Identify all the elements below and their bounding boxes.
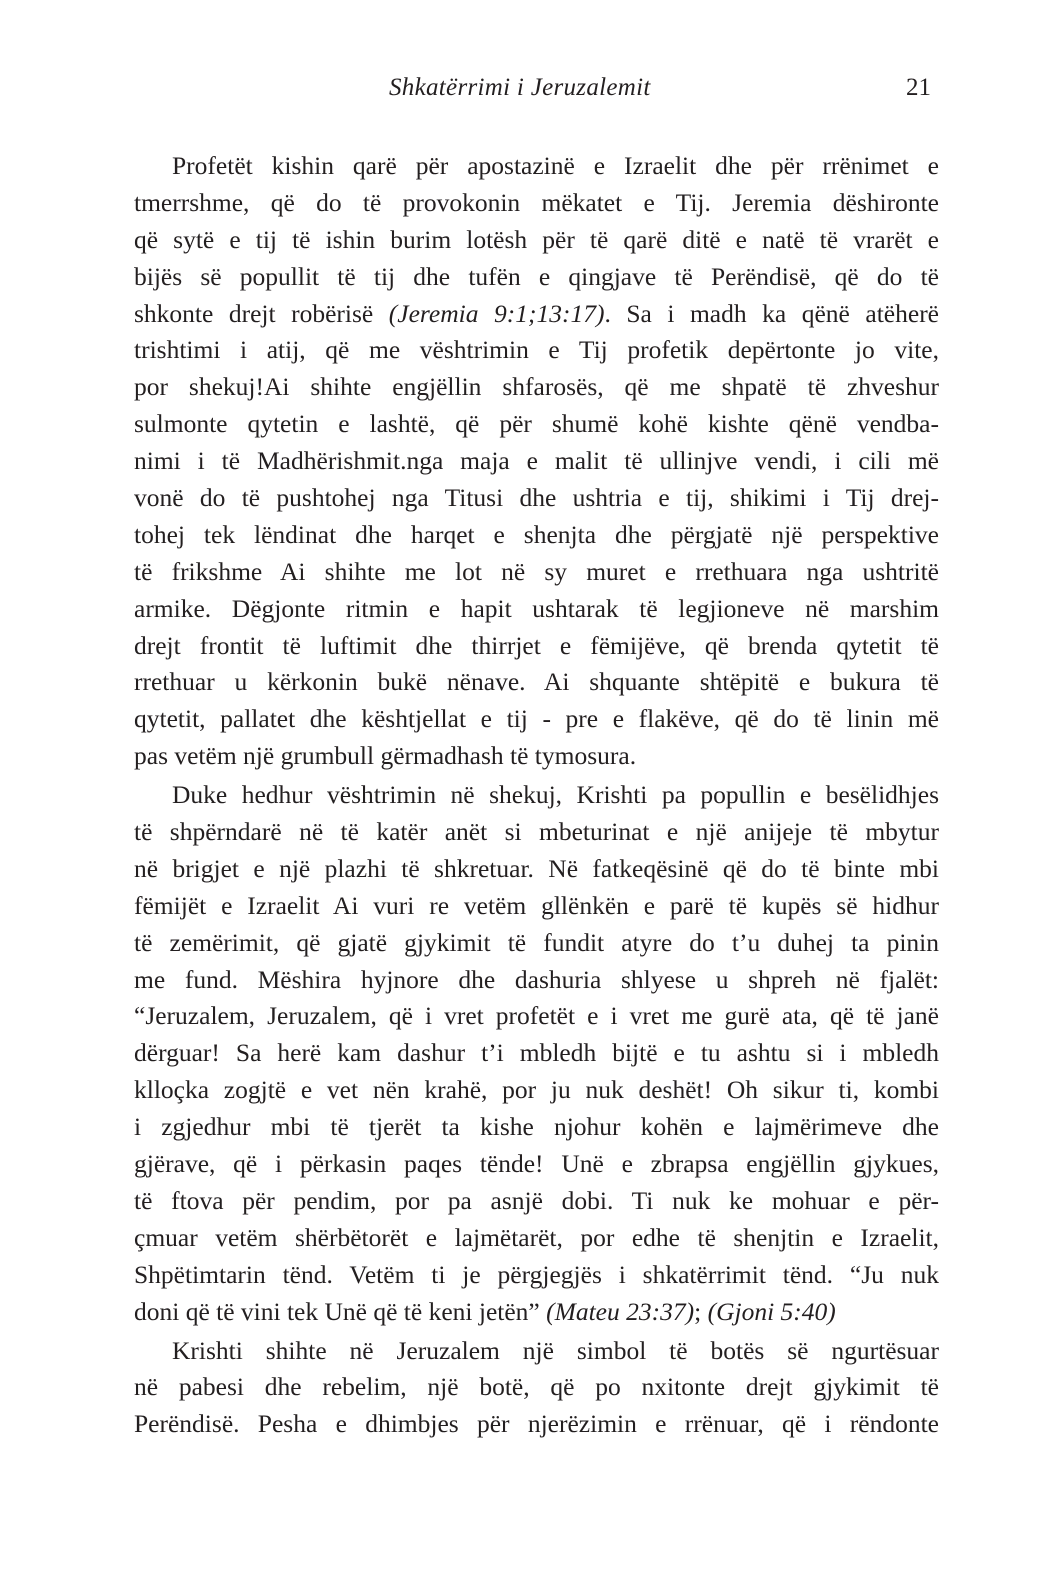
text-segment: doni që të vini tek Unë që të keni jetën” xyxy=(134,1296,547,1326)
text-line xyxy=(134,1146,939,1183)
paragraph xyxy=(134,777,939,1330)
running-title: Shkatërrimi i Jeruzalemit xyxy=(389,74,651,101)
text-segment: klloçka zogjtë e vet nën krahë, por ju nuk deshët! Oh sikur ti, kombi xyxy=(134,1075,939,1105)
text-segment: Shpëtimtarin tënd. Vetëm ti je përgjegjës i shkatërrimit tënd. “Ju nuk xyxy=(134,1259,939,1289)
text-line xyxy=(134,259,939,296)
text-segment: tohej tek lëndinat dhe harqet e shenjta dhe përgjatë një perspektive xyxy=(134,519,939,549)
text-segment: rrethuar u kërkonin bukë nënave. Ai shquante shtëpitë e bukura të xyxy=(134,667,939,697)
paragraph xyxy=(134,1333,939,1444)
text-line xyxy=(134,628,939,665)
text-segment: trishtimi i atij, që me vështrimin e Tij profetik depërtonte jo vite, xyxy=(134,335,939,365)
text-line xyxy=(134,1035,939,1072)
text-line xyxy=(134,517,939,554)
text-segment: Profetët kishin qarë për apostazinë e Izraelit dhe për rrënimet e xyxy=(172,151,939,180)
text-line xyxy=(134,777,939,814)
text-line xyxy=(134,1220,939,1257)
text-line xyxy=(134,1406,939,1443)
text-segment: në brigjet e një plazhi të shkretuar. Në fatkeqësinë që do të binte mbi xyxy=(134,853,939,883)
text-line xyxy=(134,814,939,851)
text-segment: bijës së popullit të tij dhe tufën e qingjave të Perëndisë, që do të xyxy=(134,261,939,291)
running-header xyxy=(0,68,1063,108)
text-line xyxy=(134,443,939,480)
text-segment: që sytë e tij të ishin burim lotësh për të qarë ditë e natë të vrarët e xyxy=(134,224,939,254)
text-line xyxy=(134,1294,939,1331)
text-line xyxy=(134,480,939,517)
text-segment: gjërave, që i përkasin paqes tënde! Unë e zbrapsa engjëllin gjykues, xyxy=(134,1149,939,1179)
text-segment: me fund. Mëshira hyjnore dhe dashuria shlyese u shpreh në fjalët: xyxy=(134,964,939,994)
text-segment: drejt frontit të luftimit dhe thirrjet e fëmijëve, që brenda qytetit të xyxy=(134,630,939,660)
text-line xyxy=(134,222,939,259)
text-segment: të ftova për pendim, por pa asnjë dobi. Ti nuk ke mohuar e për- xyxy=(134,1185,939,1215)
text-segment: vonë do të pushtohej nga Titusi dhe ushtria e tij, shikimi i Tij drej- xyxy=(134,483,939,513)
paragraph xyxy=(134,148,939,775)
text-segment: çmuar vetëm shërbëtorët e lajmëtarët, por edhe të shenjtin e Izraelit, xyxy=(134,1222,939,1252)
text-segment: shkonte drejt robërisë xyxy=(134,298,389,328)
text-line xyxy=(134,591,939,628)
text-segment: . Sa i madh ka qënë atëherë xyxy=(604,298,939,328)
text-segment: “Jeruzalem, Jeruzalem, që i vret profetët e i vret me gurë ata, që të janë xyxy=(134,1001,939,1031)
text-segment: i zgjedhur mbi të tjerët ta kishe njohur kohën e lajmërimeve dhe xyxy=(134,1112,939,1142)
text-segment: qytetit, pallatet dhe kështjellat e tij - pre e flakëve, që do të linin më xyxy=(134,704,939,734)
text-line xyxy=(134,185,939,222)
scripture-reference: (Gjoni 5:40) xyxy=(707,1296,836,1326)
text-segment: të frikshme Ai shihte me lot në sy muret e rrethuara nga ushtritë xyxy=(134,556,939,586)
text-line xyxy=(134,296,939,333)
text-line xyxy=(134,332,939,369)
text-line xyxy=(134,1333,939,1370)
text-segment: në pabesi dhe rebelim, një botë, që po nxitonte drejt gjykimit të xyxy=(134,1372,939,1402)
text-line xyxy=(134,664,939,701)
text-segment: nimi i të Madhërishmit.nga maja e malit të ullinjve vendi, i cili më xyxy=(134,446,939,476)
text-line xyxy=(134,701,939,738)
text-line xyxy=(134,1072,939,1109)
body-text xyxy=(134,148,939,1443)
scripture-reference: (Mateu 23:37) xyxy=(546,1296,695,1326)
text-line xyxy=(134,888,939,925)
text-segment: të zemërimit, që gjatë gjykimit të fundit atyre do t’u duhej ta pinin xyxy=(134,927,939,957)
scripture-reference: (Jeremia 9:1;13:17) xyxy=(388,298,605,328)
text-segment: dërguar! Sa herë kam dashur t’i mbledh bijtë e tu ashtu si i mbledh xyxy=(134,1038,939,1068)
text-line xyxy=(134,962,939,999)
text-segment: të shpërndarë në të katër anët si mbeturinat e një anijeje të mbytur xyxy=(134,817,939,847)
text-line xyxy=(134,925,939,962)
text-segment: Duke hedhur vështrimin në shekuj, Krishti pa popullin e besëlidhjes xyxy=(172,780,939,810)
text-line xyxy=(134,1257,939,1294)
text-line xyxy=(134,1369,939,1406)
text-segment: armike. Dëgjonte ritmin e hapit ushtarak të legjioneve në marshim xyxy=(134,593,939,623)
page-number: 21 xyxy=(906,74,931,101)
text-line xyxy=(134,554,939,591)
text-segment: Perëndisë. Pesha e dhimbjes për njerëzimin e rrënuar, që i rëndonte xyxy=(134,1409,939,1439)
text-line xyxy=(134,851,939,888)
text-line xyxy=(134,738,939,775)
text-line xyxy=(134,1183,939,1220)
text-segment: ; xyxy=(694,1296,708,1326)
text-segment: Krishti shihte në Jeruzalem një simbol të botës së ngurtësuar xyxy=(172,1335,939,1365)
text-segment: por shekuj!Ai shihte engjëllin shfarosës, që me shpatë të zhveshur xyxy=(134,372,939,402)
text-segment: pas vetëm një grumbull gërmadhash të tymosura. xyxy=(134,741,637,771)
text-line xyxy=(134,406,939,443)
text-segment: sulmonte qytetin e lashtë, që për shumë kohë kishte qënë vendba- xyxy=(134,409,939,439)
text-segment: tmerrshme, që do të provokonin mëkatet e Tij. Jeremia dëshironte xyxy=(134,187,939,217)
text-line xyxy=(134,148,939,185)
text-line xyxy=(134,998,939,1035)
text-line xyxy=(134,369,939,406)
text-line xyxy=(134,1109,939,1146)
text-segment: fëmijët e Izraelit Ai vuri re vetëm gllënkën e parë të kupës së hidhur xyxy=(134,890,939,920)
